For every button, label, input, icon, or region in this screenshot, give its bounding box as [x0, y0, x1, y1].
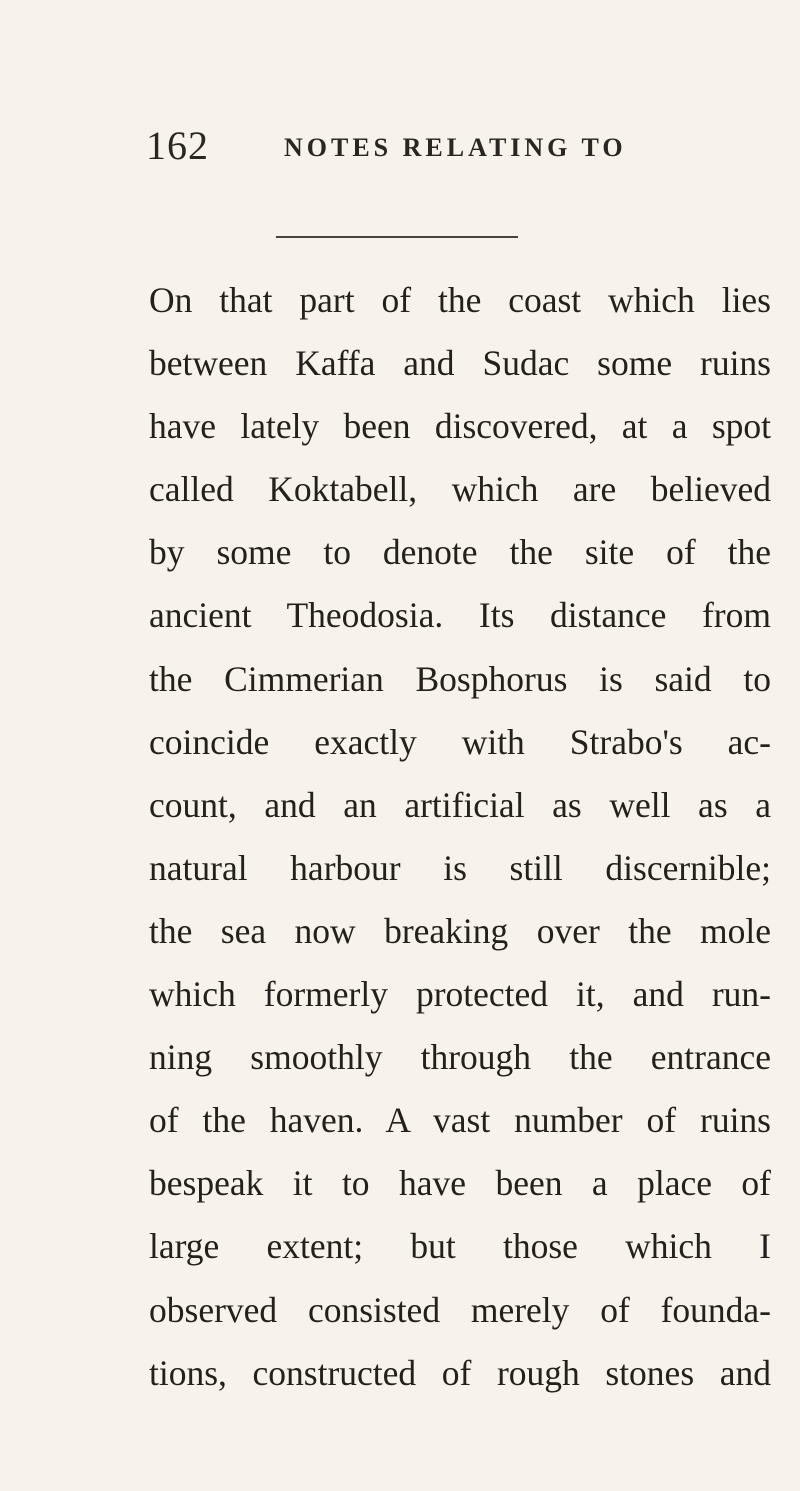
- body-paragraph: [149, 269, 771, 1405]
- text-line: On that part of the coast which lies: [149, 280, 771, 320]
- text-line: the sea now breaking over the mole: [149, 910, 771, 951]
- text-line: tions, constructed of rough stones and: [149, 1352, 771, 1393]
- running-head: NOTES RELATING TO: [284, 133, 627, 162]
- text-line: have lately been discovered, at a spot: [149, 406, 771, 447]
- text-line: by some to denote the site of the: [149, 532, 771, 573]
- text-line: bespeak it to have been a place of: [149, 1163, 771, 1204]
- page-header: [146, 123, 666, 168]
- text-line: coincide exactly with Strabo's ac-: [149, 721, 771, 762]
- text-line: observed consisted merely of founda-: [149, 1289, 771, 1330]
- text-line: called Koktabell, which are believed: [149, 469, 771, 510]
- text-line: large extent; but those which I: [149, 1226, 771, 1267]
- text-line: which formerly protected it, and run-: [149, 974, 771, 1015]
- text-line: ancient Theodosia. Its distance from: [149, 595, 771, 636]
- text-line: of the haven. A vast number of ruins: [149, 1100, 771, 1141]
- text-line: the Cimmerian Bosphorus is said to: [149, 658, 771, 699]
- page-number: 162: [146, 123, 209, 168]
- text-line: natural harbour is still discernible;: [149, 847, 771, 888]
- section-divider: [276, 236, 518, 238]
- text-line: between Kaffa and Sudac some ruins: [149, 343, 771, 384]
- text-line: count, and an artificial as well as a: [149, 784, 771, 825]
- text-line: ning smoothly through the entrance: [149, 1037, 771, 1078]
